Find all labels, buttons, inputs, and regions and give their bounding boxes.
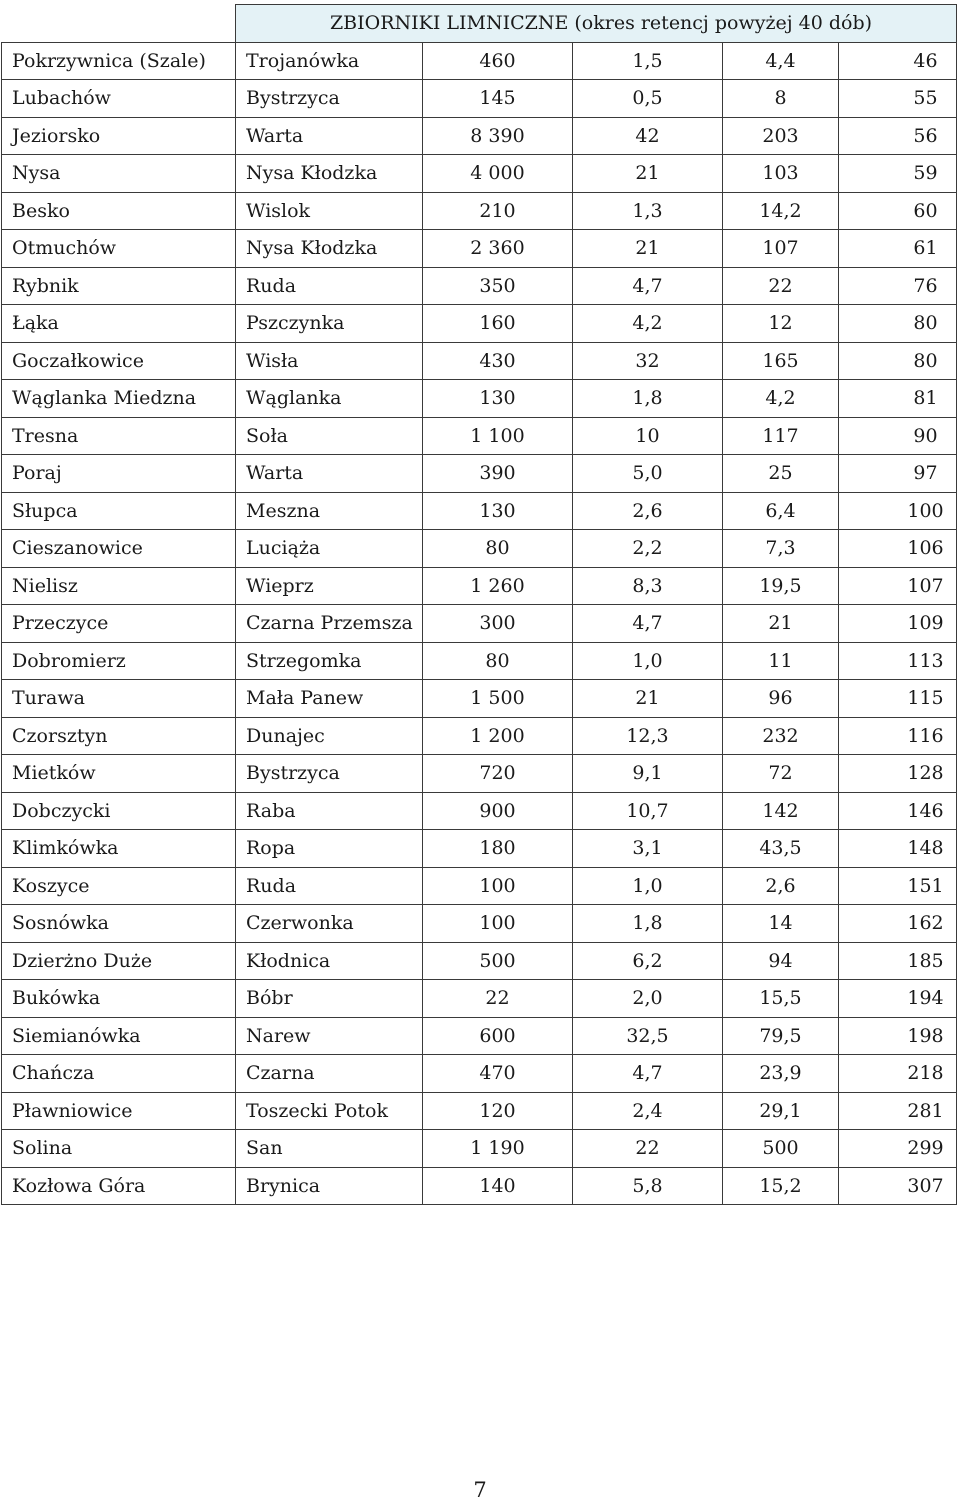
value-1-cell: 22 xyxy=(423,980,573,1018)
value-3-cell: 232 xyxy=(723,717,839,755)
value-1-cell: 900 xyxy=(423,792,573,830)
table-row xyxy=(2,642,957,680)
table-row xyxy=(2,905,957,943)
table-row xyxy=(2,605,957,643)
value-1-cell: 300 xyxy=(423,605,573,643)
value-1-cell: 500 xyxy=(423,942,573,980)
value-2-cell: 2,2 xyxy=(573,530,723,568)
river-name-cell: Strzegomka xyxy=(236,642,423,680)
value-2-cell: 5,8 xyxy=(573,1167,723,1205)
value-3-cell: 22 xyxy=(723,267,839,305)
value-1-cell: 160 xyxy=(423,305,573,343)
value-2-cell: 5,0 xyxy=(573,455,723,493)
value-3-cell: 107 xyxy=(723,230,839,268)
reservoir-name-cell: Otmuchów xyxy=(2,230,236,268)
table-row xyxy=(2,867,957,905)
value-3-cell: 142 xyxy=(723,792,839,830)
reservoir-name-cell: Nysa xyxy=(2,155,236,193)
table-row xyxy=(2,755,957,793)
table-row xyxy=(2,942,957,980)
river-name-cell: Mała Panew xyxy=(236,680,423,718)
table-row xyxy=(2,1167,957,1205)
table-row xyxy=(2,1130,957,1168)
river-name-cell: Czerwonka xyxy=(236,905,423,943)
value-2-cell: 1,0 xyxy=(573,867,723,905)
value-1-cell: 180 xyxy=(423,830,573,868)
retention-days-cell: 61 xyxy=(839,230,957,268)
value-1-cell: 140 xyxy=(423,1167,573,1205)
river-name-cell: Bóbr xyxy=(236,980,423,1018)
reservoir-name-cell: Wąglanka Miedzna xyxy=(2,380,236,418)
reservoir-name-cell: Turawa xyxy=(2,680,236,718)
value-2-cell: 2,0 xyxy=(573,980,723,1018)
retention-days-cell: 80 xyxy=(839,342,957,380)
retention-days-cell: 281 xyxy=(839,1092,957,1130)
value-2-cell: 1,5 xyxy=(573,42,723,80)
table-row xyxy=(2,230,957,268)
value-3-cell: 4,4 xyxy=(723,42,839,80)
river-name-cell: Kłodnica xyxy=(236,942,423,980)
table-row xyxy=(2,792,957,830)
river-name-cell: Meszna xyxy=(236,492,423,530)
retention-days-cell: 116 xyxy=(839,717,957,755)
page-number: 7 xyxy=(473,1478,487,1502)
reservoir-name-cell: Dobromierz xyxy=(2,642,236,680)
value-1-cell: 80 xyxy=(423,530,573,568)
table-row xyxy=(2,42,957,80)
value-2-cell: 32,5 xyxy=(573,1017,723,1055)
retention-days-cell: 56 xyxy=(839,117,957,155)
value-2-cell: 32 xyxy=(573,342,723,380)
retention-days-cell: 113 xyxy=(839,642,957,680)
value-2-cell: 21 xyxy=(573,680,723,718)
value-3-cell: 8 xyxy=(723,80,839,118)
value-1-cell: 460 xyxy=(423,42,573,80)
retention-days-cell: 59 xyxy=(839,155,957,193)
value-3-cell: 15,5 xyxy=(723,980,839,1018)
value-1-cell: 8 390 xyxy=(423,117,573,155)
value-3-cell: 500 xyxy=(723,1130,839,1168)
table-row xyxy=(2,455,957,493)
river-name-cell: Pszczynka xyxy=(236,305,423,343)
river-name-cell: Bystrzyca xyxy=(236,755,423,793)
reservoir-name-cell: Dzierżno Duże xyxy=(2,942,236,980)
value-3-cell: 94 xyxy=(723,942,839,980)
reservoir-name-cell: Kozłowa Góra xyxy=(2,1167,236,1205)
reservoir-name-cell: Przeczyce xyxy=(2,605,236,643)
reservoir-name-cell: Klimkówka xyxy=(2,830,236,868)
value-3-cell: 25 xyxy=(723,455,839,493)
river-name-cell: Czarna xyxy=(236,1055,423,1093)
value-3-cell: 23,9 xyxy=(723,1055,839,1093)
value-3-cell: 96 xyxy=(723,680,839,718)
value-1-cell: 100 xyxy=(423,867,573,905)
value-2-cell: 3,1 xyxy=(573,830,723,868)
value-1-cell: 80 xyxy=(423,642,573,680)
river-name-cell: Nysa Kłodzka xyxy=(236,155,423,193)
value-3-cell: 19,5 xyxy=(723,567,839,605)
river-name-cell: Soła xyxy=(236,417,423,455)
value-2-cell: 4,7 xyxy=(573,1055,723,1093)
value-2-cell: 12,3 xyxy=(573,717,723,755)
table-row xyxy=(2,567,957,605)
value-2-cell: 21 xyxy=(573,230,723,268)
reservoir-name-cell: Mietków xyxy=(2,755,236,793)
river-name-cell: Ruda xyxy=(236,867,423,905)
reservoir-name-cell: Solina xyxy=(2,1130,236,1168)
value-2-cell: 8,3 xyxy=(573,567,723,605)
value-1-cell: 130 xyxy=(423,380,573,418)
retention-days-cell: 109 xyxy=(839,605,957,643)
retention-days-cell: 148 xyxy=(839,830,957,868)
retention-days-cell: 185 xyxy=(839,942,957,980)
retention-days-cell: 299 xyxy=(839,1130,957,1168)
value-1-cell: 430 xyxy=(423,342,573,380)
table-row xyxy=(2,380,957,418)
value-1-cell: 1 100 xyxy=(423,417,573,455)
value-2-cell: 4,7 xyxy=(573,267,723,305)
value-3-cell: 103 xyxy=(723,155,839,193)
retention-days-cell: 128 xyxy=(839,755,957,793)
table-row xyxy=(2,830,957,868)
table-row xyxy=(2,342,957,380)
reservoir-name-cell: Łąka xyxy=(2,305,236,343)
value-3-cell: 72 xyxy=(723,755,839,793)
value-3-cell: 2,6 xyxy=(723,867,839,905)
value-3-cell: 14 xyxy=(723,905,839,943)
value-2-cell: 4,2 xyxy=(573,305,723,343)
reservoir-name-cell: Czorsztyn xyxy=(2,717,236,755)
river-name-cell: Wieprz xyxy=(236,567,423,605)
value-1-cell: 1 500 xyxy=(423,680,573,718)
retention-days-cell: 106 xyxy=(839,530,957,568)
retention-days-cell: 76 xyxy=(839,267,957,305)
river-name-cell: Raba xyxy=(236,792,423,830)
retention-days-cell: 100 xyxy=(839,492,957,530)
retention-days-cell: 146 xyxy=(839,792,957,830)
reservoir-name-cell: Jeziorsko xyxy=(2,117,236,155)
river-name-cell: Wisła xyxy=(236,342,423,380)
river-name-cell: Warta xyxy=(236,455,423,493)
river-name-cell: Wąglanka xyxy=(236,380,423,418)
river-name-cell: Ropa xyxy=(236,830,423,868)
value-2-cell: 22 xyxy=(573,1130,723,1168)
table-row xyxy=(2,492,957,530)
reservoir-name-cell: Rybnik xyxy=(2,267,236,305)
value-3-cell: 14,2 xyxy=(723,192,839,230)
value-2-cell: 9,1 xyxy=(573,755,723,793)
table-row xyxy=(2,417,957,455)
table-row xyxy=(2,1055,957,1093)
value-2-cell: 10,7 xyxy=(573,792,723,830)
table-row xyxy=(2,117,957,155)
table-row xyxy=(2,1017,957,1055)
value-1-cell: 600 xyxy=(423,1017,573,1055)
table-row xyxy=(2,267,957,305)
value-3-cell: 6,4 xyxy=(723,492,839,530)
table-row xyxy=(2,155,957,193)
title-spacer xyxy=(2,5,236,43)
retention-days-cell: 198 xyxy=(839,1017,957,1055)
table-row xyxy=(2,717,957,755)
retention-days-cell: 55 xyxy=(839,80,957,118)
river-name-cell: Brynica xyxy=(236,1167,423,1205)
value-3-cell: 117 xyxy=(723,417,839,455)
value-1-cell: 2 360 xyxy=(423,230,573,268)
retention-days-cell: 90 xyxy=(839,417,957,455)
value-1-cell: 1 200 xyxy=(423,717,573,755)
value-1-cell: 1 260 xyxy=(423,567,573,605)
table-row xyxy=(2,980,957,1018)
value-2-cell: 2,4 xyxy=(573,1092,723,1130)
table-row xyxy=(2,192,957,230)
reservoir-name-cell: Nielisz xyxy=(2,567,236,605)
reservoir-name-cell: Siemianówka xyxy=(2,1017,236,1055)
value-2-cell: 6,2 xyxy=(573,942,723,980)
river-name-cell: Dunajec xyxy=(236,717,423,755)
river-name-cell: Czarna Przemsza xyxy=(236,605,423,643)
reservoir-name-cell: Goczałkowice xyxy=(2,342,236,380)
value-2-cell: 21 xyxy=(573,155,723,193)
value-1-cell: 145 xyxy=(423,80,573,118)
reservoir-name-cell: Chańcza xyxy=(2,1055,236,1093)
value-2-cell: 10 xyxy=(573,417,723,455)
value-3-cell: 7,3 xyxy=(723,530,839,568)
value-2-cell: 2,6 xyxy=(573,492,723,530)
table-row xyxy=(2,1092,957,1130)
table-row xyxy=(2,680,957,718)
value-3-cell: 4,2 xyxy=(723,380,839,418)
value-2-cell: 4,7 xyxy=(573,605,723,643)
value-2-cell: 1,3 xyxy=(573,192,723,230)
reservoir-name-cell: Słupca xyxy=(2,492,236,530)
value-3-cell: 203 xyxy=(723,117,839,155)
table-row xyxy=(2,80,957,118)
value-1-cell: 210 xyxy=(423,192,573,230)
value-3-cell: 29,1 xyxy=(723,1092,839,1130)
value-3-cell: 43,5 xyxy=(723,830,839,868)
value-2-cell: 1,8 xyxy=(573,905,723,943)
value-1-cell: 390 xyxy=(423,455,573,493)
retention-days-cell: 194 xyxy=(839,980,957,1018)
retention-days-cell: 97 xyxy=(839,455,957,493)
reservoir-name-cell: Besko xyxy=(2,192,236,230)
retention-days-cell: 307 xyxy=(839,1167,957,1205)
river-name-cell: San xyxy=(236,1130,423,1168)
value-3-cell: 12 xyxy=(723,305,839,343)
retention-days-cell: 107 xyxy=(839,567,957,605)
value-1-cell: 720 xyxy=(423,755,573,793)
river-name-cell: Warta xyxy=(236,117,423,155)
value-2-cell: 1,8 xyxy=(573,380,723,418)
table-row xyxy=(2,530,957,568)
value-3-cell: 79,5 xyxy=(723,1017,839,1055)
value-2-cell: 1,0 xyxy=(573,642,723,680)
value-1-cell: 4 000 xyxy=(423,155,573,193)
river-name-cell: Luciąża xyxy=(236,530,423,568)
value-3-cell: 21 xyxy=(723,605,839,643)
value-3-cell: 15,2 xyxy=(723,1167,839,1205)
value-1-cell: 470 xyxy=(423,1055,573,1093)
table-row xyxy=(2,305,957,343)
reservoir-name-cell: Dobczycki xyxy=(2,792,236,830)
value-1-cell: 350 xyxy=(423,267,573,305)
reservoir-name-cell: Koszyce xyxy=(2,867,236,905)
river-name-cell: Trojanówka xyxy=(236,42,423,80)
reservoir-name-cell: Lubachów xyxy=(2,80,236,118)
retention-days-cell: 162 xyxy=(839,905,957,943)
river-name-cell: Bystrzyca xyxy=(236,80,423,118)
value-1-cell: 1 190 xyxy=(423,1130,573,1168)
retention-days-cell: 151 xyxy=(839,867,957,905)
river-name-cell: Wislok xyxy=(236,192,423,230)
value-1-cell: 130 xyxy=(423,492,573,530)
reservoir-name-cell: Tresna xyxy=(2,417,236,455)
retention-days-cell: 81 xyxy=(839,380,957,418)
table-title: ZBIORNIKI LIMNICZNE (okres retencj powyżej 40 dób) xyxy=(236,5,957,43)
value-1-cell: 100 xyxy=(423,905,573,943)
retention-days-cell: 60 xyxy=(839,192,957,230)
value-1-cell: 120 xyxy=(423,1092,573,1130)
retention-days-cell: 115 xyxy=(839,680,957,718)
reservoir-table xyxy=(1,4,957,1205)
value-3-cell: 11 xyxy=(723,642,839,680)
river-name-cell: Nysa Kłodzka xyxy=(236,230,423,268)
river-name-cell: Narew xyxy=(236,1017,423,1055)
reservoir-name-cell: Poraj xyxy=(2,455,236,493)
reservoir-name-cell: Bukówka xyxy=(2,980,236,1018)
river-name-cell: Ruda xyxy=(236,267,423,305)
reservoir-name-cell: Cieszanowice xyxy=(2,530,236,568)
table-body xyxy=(2,5,957,1205)
reservoir-name-cell: Pokrzywnica (Szale) xyxy=(2,42,236,80)
value-3-cell: 165 xyxy=(723,342,839,380)
river-name-cell: Toszecki Potok xyxy=(236,1092,423,1130)
value-2-cell: 0,5 xyxy=(573,80,723,118)
reservoir-name-cell: Sosnówka xyxy=(2,905,236,943)
retention-days-cell: 218 xyxy=(839,1055,957,1093)
reservoir-name-cell: Pławniowice xyxy=(2,1092,236,1130)
retention-days-cell: 80 xyxy=(839,305,957,343)
value-2-cell: 42 xyxy=(573,117,723,155)
title-row xyxy=(2,5,957,43)
retention-days-cell: 46 xyxy=(839,42,957,80)
